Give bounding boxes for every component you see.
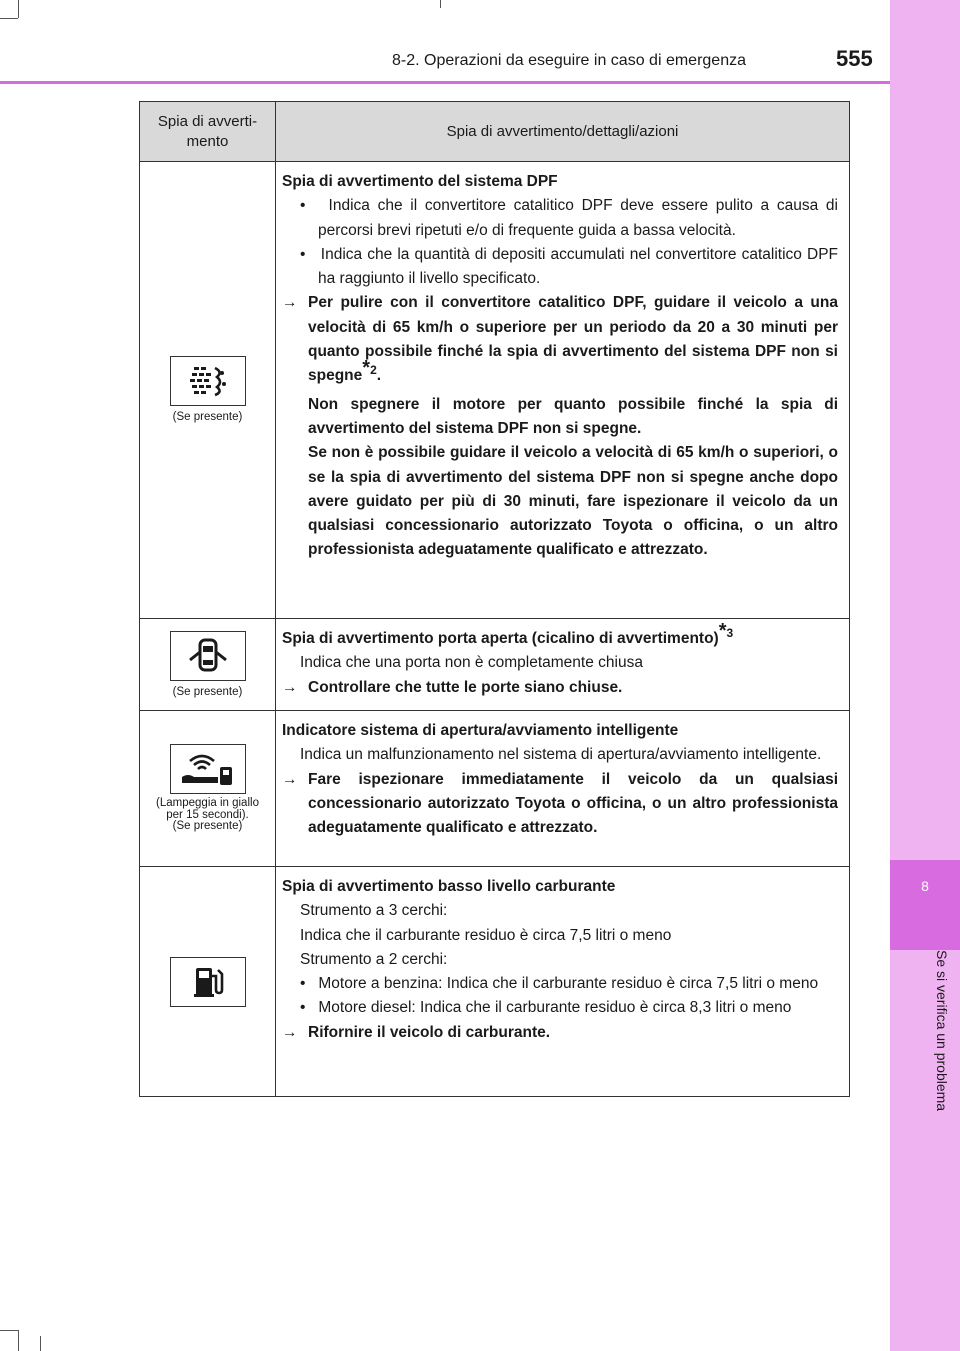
- section-title: 8-2. Operazioni da eseguire in caso di emergenza: [392, 52, 746, 69]
- page-number: 555: [836, 46, 873, 71]
- column-header-light: Spia di avverti-mento: [140, 102, 276, 162]
- icon-cell: [140, 619, 276, 711]
- warning-title: Spia di avvertimento porta aperta (cicalino di avvertimento)$^{*3}$: [282, 619, 734, 647]
- warning-title: Indicatore sistema di apertura/avviamento intelligente: [282, 722, 679, 739]
- dpf-warning-icon: [170, 356, 246, 406]
- icon-cell: [140, 162, 276, 619]
- action-text: Se non è possibile guidare il veicolo a velocità di 65 km/h o superiori, o se la spia di avvertimento del sistema DPF non si spegne anche dopo avere guidato per più di 30 minuti, fare ispezionare il veicolo da un qualsiasi concessionario autorizzato Toyota o officina, o un altro professionista adeguatamente qualificato e attrezzato.: [308, 444, 838, 559]
- description: Indica che una porta non è completamente chiusa: [300, 654, 643, 672]
- crop-mark: [0, 18, 18, 19]
- details-cell: [276, 711, 850, 867]
- action-text: → Per pulire con il convertitore catalitico DPF, guidare il veicolo a una velocità di 65 km/h o superiore per un periodo da 20 a 30 minuti per quanto possibile finché la spia di avvertimento del sistema DPF non si spegne$^{*2}$.: [282, 291, 838, 388]
- warning-table: [139, 101, 850, 1097]
- chapter-title: Se si verifica un problema: [934, 950, 950, 1112]
- crop-mark: [40, 1336, 41, 1351]
- fuel-pump-icon: [170, 957, 246, 1007]
- table-row: [140, 619, 850, 711]
- list-item: • Indica che la quantità di depositi accumulati nel convertitore catalitico DPF ha raggiunto il livello specificato.: [300, 245, 839, 288]
- list-item: • Motore diesel: Indica che il carburante residuo è circa 8,3 litri o meno: [300, 999, 792, 1017]
- icon-note: (Se presente): [172, 685, 243, 698]
- description: Indica che il carburante residuo è circa 7,5 litri o meno: [300, 926, 672, 944]
- door-open-icon: [170, 631, 246, 681]
- arrow-icon: →: [282, 294, 298, 312]
- description: Indica un malfunzionamento nel sistema di apertura/avviamento intelligente.: [300, 746, 822, 764]
- action-text: → Rifornire il veicolo di carburante.: [282, 1021, 838, 1045]
- action-text: → Fare ispezionare immediatamente il veicolo da un qualsiasi concessionario autorizzato Toyota o officina, o un altro professionista adeguatamente qualificato e attrezzato.: [282, 768, 838, 841]
- crop-mark: [0, 1330, 18, 1331]
- arrow-icon: →: [282, 1023, 298, 1041]
- icon-cell: [140, 711, 276, 867]
- table-row: [140, 867, 850, 1097]
- header-rule: [0, 81, 890, 84]
- table-row: [140, 162, 850, 619]
- list-item: • Indica che il convertitore catalitico DPF deve essere pulito a causa di percorsi brevi ripetuti e/o di frequente guida a bassa velocità.: [300, 197, 838, 239]
- table-header-row: [140, 102, 850, 162]
- crop-mark: [440, 0, 441, 8]
- chapter-number: 8: [921, 878, 929, 894]
- list-item: • Motore a benzina: Indica che il carburante residuo è circa 7,5 litri o meno: [300, 975, 819, 993]
- crop-mark: [18, 0, 19, 18]
- details-cell: [276, 619, 850, 711]
- column-header-details: Spia di avvertimento/dettagli/azioni: [276, 102, 850, 162]
- arrow-icon: →: [282, 770, 298, 788]
- chapter-tab: [890, 860, 960, 950]
- details-cell: [276, 162, 850, 619]
- icon-note: (Se presente): [172, 411, 243, 424]
- icon-note: (Lampeggia in giallo per 15 secondi). (Se presente): [156, 797, 259, 833]
- description: Strumento a 3 cerchi:: [300, 902, 448, 920]
- table-row: [140, 711, 850, 867]
- icon-cell: [140, 867, 276, 1097]
- crop-mark: [18, 1330, 19, 1351]
- action-text: → Controllare che tutte le porte siano chiuse.: [282, 676, 838, 700]
- details-cell: [276, 867, 850, 1097]
- description: Strumento a 2 cerchi:: [300, 950, 448, 968]
- action-text: Non spegnere il motore per quanto possibile finché la spia di avvertimento del sistema DPF non si spegne.: [308, 395, 838, 437]
- warning-title: Spia di avvertimento basso livello carburante: [282, 878, 616, 895]
- warning-title: Spia di avvertimento del sistema DPF: [282, 173, 558, 190]
- arrow-icon: →: [282, 678, 298, 696]
- smart-key-icon: [170, 744, 246, 794]
